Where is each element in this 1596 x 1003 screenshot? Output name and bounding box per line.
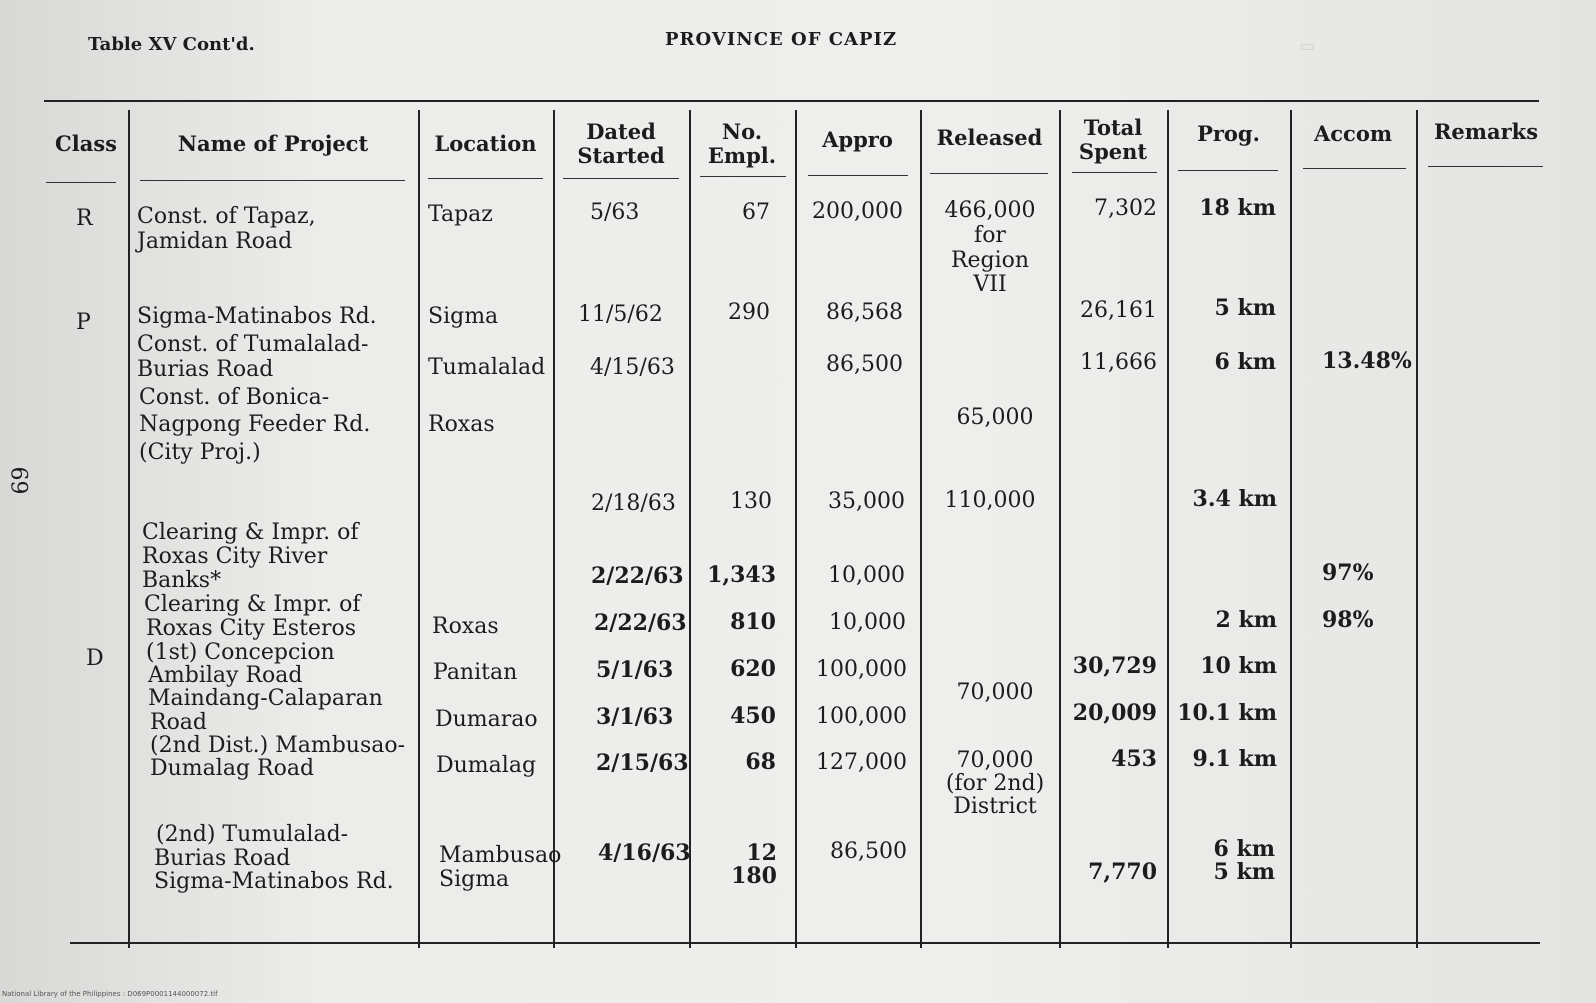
col-header-appro: Appro — [822, 127, 893, 152]
released-cell: VII — [973, 272, 1007, 297]
appro-cell: 200,000 — [812, 199, 903, 224]
column-divider — [689, 110, 691, 948]
header-underline — [1178, 170, 1278, 171]
empl-cell: 810 — [730, 609, 776, 635]
project-name: Const. of Tapaz, — [137, 204, 316, 229]
date-cell: 2/15/63 — [596, 750, 689, 776]
prog-cell: 5 km — [1214, 295, 1276, 321]
column-divider — [1290, 110, 1292, 948]
location-cell: Tumalalad — [428, 355, 546, 380]
released-cell: for — [974, 223, 1006, 248]
col-header-empl — [689, 120, 795, 168]
prog-cell: 6 km — [1213, 836, 1275, 862]
project-name: (1st) Concepcion — [146, 640, 335, 665]
prog-cell: 6 km — [1214, 349, 1276, 375]
location-cell: Dumarao — [435, 707, 538, 732]
header-underline — [428, 178, 543, 179]
col-header-dated-line2: Started — [577, 143, 665, 168]
date-cell: 2/22/63 — [591, 563, 684, 589]
col-header-location: Location — [434, 131, 537, 156]
header-underline — [808, 175, 908, 176]
header-underline — [1428, 166, 1543, 167]
appro-cell: 10,000 — [829, 610, 906, 635]
spent-cell: 7,770 — [1088, 859, 1157, 885]
col-header-released: Released — [936, 125, 1043, 150]
date-cell: 2/22/63 — [594, 610, 687, 636]
appro-cell: 100,000 — [816, 657, 907, 682]
col-header-total-spent — [1059, 116, 1167, 164]
prog-cell: 3.4 km — [1192, 486, 1277, 512]
spent-cell: 7,302 — [1094, 196, 1157, 221]
header-underline — [140, 180, 405, 181]
project-name: Nagpong Feeder Rd. — [139, 412, 371, 437]
prog-cell: 18 km — [1199, 195, 1276, 221]
location-cell: Roxas — [428, 412, 495, 437]
project-name: Burias Road — [137, 357, 274, 382]
column-divider — [128, 110, 130, 948]
location-cell: Mambusao — [439, 843, 562, 868]
col-header-accom: Accom — [1313, 121, 1393, 146]
class-cell: P — [76, 310, 91, 335]
header-underline — [700, 176, 786, 177]
spent-cell: 30,729 — [1072, 653, 1157, 679]
appro-cell: 86,568 — [826, 300, 903, 325]
prog-cell: 10 km — [1200, 653, 1277, 679]
project-name: Const. of Bonica- — [139, 385, 330, 410]
project-name: Roxas City River — [142, 544, 328, 569]
location-cell: Sigma — [439, 867, 510, 892]
released-cell: 466,000 — [944, 198, 1036, 223]
empl-cell: 1,343 — [707, 562, 776, 588]
empl-cell: 180 — [731, 863, 777, 889]
date-cell: 2/18/63 — [591, 491, 676, 516]
bleed-through-mark: ▭ — [1300, 36, 1316, 55]
location-cell: Panitan — [433, 660, 518, 685]
appro-cell: 10,000 — [828, 563, 905, 588]
appro-cell: 86,500 — [830, 839, 907, 864]
project-name: Jamidan Road — [137, 229, 293, 254]
page-number: 69 — [5, 466, 31, 495]
column-divider — [795, 110, 797, 948]
accom-cell: 98% — [1322, 607, 1374, 633]
col-header-total-line2: Spent — [1078, 139, 1148, 164]
empl-cell: 12 — [746, 840, 777, 866]
header-underline — [563, 178, 679, 179]
table-top-rule — [44, 100, 1539, 102]
project-name: (City Proj.) — [139, 440, 261, 465]
location-cell: Roxas — [432, 614, 499, 639]
prog-cell: 5 km — [1213, 859, 1275, 885]
table-bottom-rule — [70, 942, 1540, 944]
project-name: Maindang-Calaparan — [148, 686, 383, 711]
project-name: Const. of Tumalalad- — [137, 332, 369, 357]
project-name: Dumalag Road — [150, 756, 315, 781]
released-cell: 65,000 — [956, 405, 1034, 430]
project-name: Clearing & Impr. of — [142, 520, 359, 545]
appro-cell: 35,000 — [828, 489, 905, 514]
prog-cell: 2 km — [1215, 607, 1277, 633]
class-cell: R — [76, 206, 93, 231]
class-cell: D — [86, 646, 104, 671]
col-header-empl-line1: No. — [721, 119, 763, 144]
project-name: Road — [150, 710, 208, 735]
project-name: Banks* — [142, 568, 222, 593]
header-underline — [930, 173, 1048, 174]
empl-cell: 620 — [730, 656, 776, 682]
col-header-empl-line2: Empl. — [707, 143, 777, 168]
empl-cell: 130 — [730, 489, 772, 514]
page-title: PROVINCE OF CAPIZ — [665, 29, 898, 50]
released-cell: Region — [950, 248, 1030, 273]
column-divider — [418, 110, 420, 948]
date-cell: 5/63 — [590, 200, 640, 225]
released-cell: District — [953, 794, 1037, 819]
released-cell: 70,000 — [956, 680, 1034, 705]
date-cell: 11/5/62 — [578, 302, 663, 327]
released-cell: 70,000 — [956, 748, 1034, 773]
location-cell: Dumalag — [436, 753, 537, 778]
project-name: Roxas City Esteros — [146, 616, 357, 641]
column-divider — [553, 110, 555, 948]
empl-cell: 67 — [742, 200, 770, 225]
date-cell: 4/16/63 — [598, 840, 691, 866]
header-underline — [46, 182, 116, 183]
date-cell: 4/15/63 — [590, 355, 675, 380]
released-cell: (for 2nd) — [945, 771, 1045, 796]
column-divider — [1416, 110, 1418, 948]
project-name: Clearing & Impr. of — [144, 592, 361, 617]
project-name: (2nd) Tumulalad- — [156, 822, 349, 847]
date-cell: 3/1/63 — [596, 704, 674, 730]
column-divider — [920, 110, 922, 948]
project-name: Burias Road — [154, 846, 291, 871]
prog-cell: 9.1 km — [1192, 746, 1277, 772]
table-label: Table XV Cont'd. — [88, 34, 255, 55]
released-cell: 110,000 — [944, 488, 1036, 513]
spent-cell: 26,161 — [1080, 298, 1157, 323]
appro-cell: 100,000 — [816, 704, 907, 729]
prog-cell: 10.1 km — [1177, 700, 1277, 726]
location-cell: Tapaz — [428, 202, 493, 227]
appro-cell: 127,000 — [816, 750, 907, 775]
col-header-class: Class — [55, 131, 117, 156]
column-divider — [1059, 110, 1061, 948]
project-name: Ambilay Road — [148, 663, 303, 688]
empl-cell: 450 — [730, 703, 776, 729]
header-underline — [1072, 172, 1157, 173]
header-underline — [1303, 168, 1406, 169]
col-header-name: Name of Project — [177, 131, 369, 156]
date-cell: 5/1/63 — [596, 657, 674, 683]
location-cell: Sigma — [428, 304, 499, 329]
project-name: Sigma-Matinabos Rd. — [137, 304, 377, 329]
spent-cell: 20,009 — [1072, 700, 1157, 726]
col-header-dated — [553, 120, 689, 168]
source-footer: National Library of the Philippines : D069P0001144000072.tif — [2, 990, 218, 998]
col-header-total-line1: Total — [1083, 115, 1143, 140]
accom-cell: 97% — [1322, 560, 1374, 586]
appro-cell: 86,500 — [826, 352, 903, 377]
col-header-prog: Prog. — [1197, 121, 1260, 146]
empl-cell: 290 — [728, 300, 770, 325]
column-divider — [1167, 110, 1169, 948]
col-header-remarks: Remarks — [1433, 119, 1539, 144]
spent-cell: 11,666 — [1080, 350, 1157, 375]
accom-cell: 13.48% — [1322, 348, 1412, 374]
project-name: (2nd Dist.) Mambusao- — [150, 733, 406, 758]
spent-cell: 453 — [1111, 746, 1157, 772]
project-name: Sigma-Matinabos Rd. — [154, 869, 394, 894]
col-header-dated-line1: Dated — [586, 119, 656, 144]
empl-cell: 68 — [745, 749, 776, 775]
